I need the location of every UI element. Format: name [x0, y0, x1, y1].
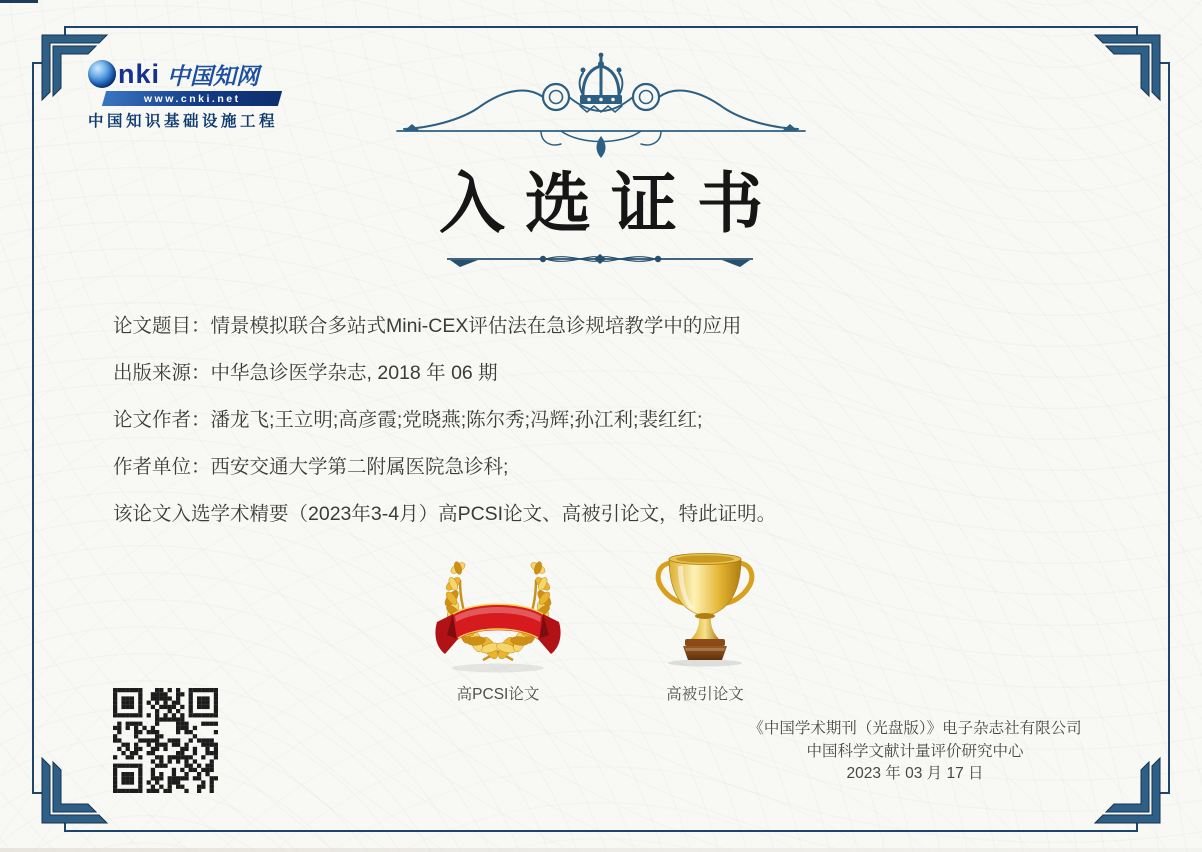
title-divider-icon [440, 246, 770, 274]
badge-label-highly-cited: 高被引论文 [666, 686, 744, 703]
field-value: 西安交通大学第二附属医院急诊科; [210, 456, 509, 478]
issue-date: 2023 年 03 月 17 日 [846, 765, 984, 782]
field-value: 潘龙飞;王立明;高彦霞;党晓燕;陈尔秀;冯辉;孙江利;裴红红; [210, 409, 703, 431]
cnki-brand-cn: 中国知网 [167, 63, 260, 89]
laurel-wreath-icon [433, 556, 563, 676]
trophy-cup [669, 554, 741, 661]
field-row-authors [113, 397, 776, 444]
cnki-website-band [102, 91, 282, 106]
field-row-paper-title [113, 303, 776, 350]
issuer-company: 《中国学术期刊（光盘版）》电子杂志社有限公司 [748, 720, 1082, 737]
statement: 该论文入选学术精要（2023年3-4月）高PCSI论文、高被引论文，特此证明。 [113, 503, 777, 525]
issuer-center: 中国科学文献计量评价研究中心 [806, 742, 1024, 760]
field-row-publication-source [113, 350, 776, 397]
cnki-brand-latin: nki [118, 58, 161, 89]
cnki-website: www.cnki.net [143, 92, 241, 105]
trophy-icon [655, 550, 755, 668]
field-label: 出版来源： [113, 362, 211, 384]
badge-label-pcsi: 高PCSI论文 [456, 686, 540, 703]
field-value: 中华急诊医学杂志, 2018 年 06 期 [210, 362, 498, 384]
certificate-body [113, 303, 776, 538]
crown-flourish-icon [390, 48, 812, 166]
field-row-affiliation [113, 444, 776, 491]
qr-code [113, 688, 218, 793]
cnki-tagline: 中国知识基础设施工程 [88, 113, 279, 130]
field-label: 作者单位： [113, 456, 211, 478]
certificate-title: 入选证书 [439, 166, 783, 240]
cnki-logo [88, 58, 328, 131]
cnki-logo-row [88, 58, 328, 90]
field-label: 论文题目： [113, 315, 211, 337]
field-label: 论文作者： [113, 409, 211, 431]
globe-icon [88, 60, 116, 88]
issuer-block [715, 718, 1115, 786]
field-value: 情景模拟联合多站式Mini-CEX评估法在急诊规培教学中的应用 [210, 315, 742, 337]
